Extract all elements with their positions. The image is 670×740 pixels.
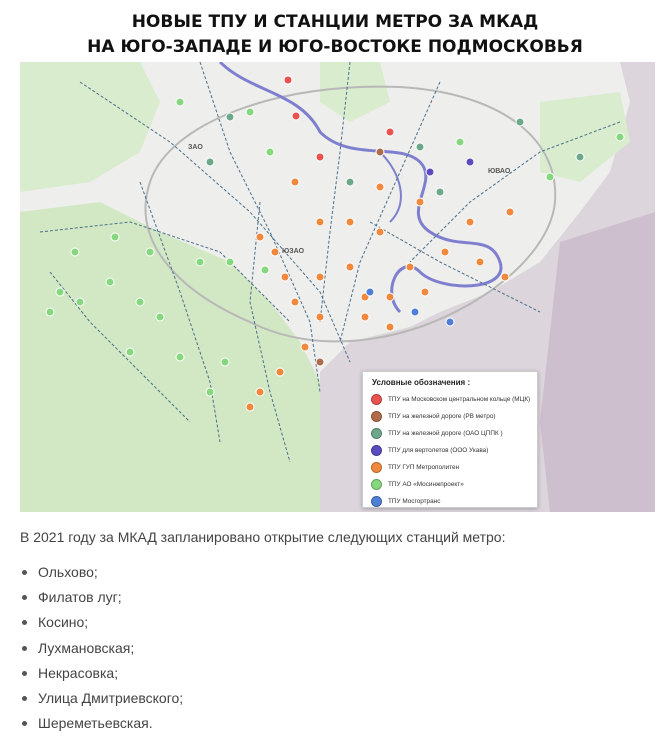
hub-marker [346, 218, 354, 226]
hub-marker [386, 128, 394, 136]
hub-marker [284, 76, 292, 84]
legend-label: ТПУ на железной дороге (РВ метро) [388, 413, 496, 420]
hub-marker [106, 278, 114, 286]
hub-marker [376, 148, 384, 156]
hub-marker [466, 218, 474, 226]
bullet-icon [22, 570, 27, 575]
hub-marker [71, 248, 79, 256]
zone-label-yuzao: ЮЗАО [282, 248, 305, 255]
bullet-icon [22, 646, 27, 651]
transport-hub-map [20, 62, 655, 512]
hub-marker [516, 118, 524, 126]
hub-marker [386, 293, 394, 301]
hub-marker [146, 248, 154, 256]
hub-marker [576, 153, 584, 161]
hub-marker [226, 258, 234, 266]
legend-item [363, 476, 537, 493]
hub-marker [111, 233, 119, 241]
hub-marker [276, 368, 284, 376]
hub-marker [376, 228, 384, 236]
legend-swatch [371, 428, 382, 439]
station-name: Лухмановская; [38, 639, 135, 656]
zone-label-zao: ЗАО [188, 144, 203, 151]
bullet-icon [22, 671, 27, 676]
station-name: Косино; [38, 614, 89, 631]
hub-marker [416, 143, 424, 151]
legend-label: ТПУ на железной дороге (ОАО ЦППК ) [388, 430, 503, 437]
hub-marker [256, 388, 264, 396]
hub-marker [466, 158, 474, 166]
hub-marker [616, 133, 624, 141]
legend-item [363, 459, 537, 476]
legend-swatch [371, 496, 382, 507]
legend-label: ТПУ АО «Мосинжпроект» [388, 481, 464, 488]
hub-marker [156, 313, 164, 321]
hub-marker [406, 263, 414, 271]
legend-swatch [371, 445, 382, 456]
legend-item [363, 493, 537, 510]
hub-marker [56, 288, 64, 296]
intro-text: В 2021 году за МКАД запланировано открытие следующих станций метро: [20, 529, 506, 545]
hub-marker [476, 258, 484, 266]
hub-marker [76, 298, 84, 306]
hub-marker [456, 138, 464, 146]
hub-marker [292, 112, 300, 120]
hub-marker [221, 358, 229, 366]
hub-marker [316, 218, 324, 226]
legend-label: ТПУ для вертолетов (ООО Укава) [388, 447, 489, 454]
hub-marker [441, 248, 449, 256]
bullet-icon [22, 696, 27, 701]
legend-swatch [371, 411, 382, 422]
hub-marker [261, 266, 269, 274]
hub-marker [176, 353, 184, 361]
hub-marker [246, 108, 254, 116]
list-item [20, 610, 183, 635]
hub-marker [256, 233, 264, 241]
list-item [20, 686, 183, 711]
title-line-2: НА ЮГО-ЗАПАДЕ И ЮГО-ВОСТОКЕ ПОДМОСКОВЬЯ [87, 37, 583, 57]
legend-swatch [371, 479, 382, 490]
hub-marker [346, 263, 354, 271]
hub-marker [436, 188, 444, 196]
zone-label-yuvao: ЮВАО [488, 168, 511, 175]
legend-title: Условные обозначения : [372, 378, 471, 387]
hub-marker [546, 173, 554, 181]
hub-marker [206, 158, 214, 166]
hub-marker [426, 168, 434, 176]
list-item [20, 661, 183, 686]
hub-marker [196, 258, 204, 266]
bullet-icon [22, 595, 27, 600]
station-list [20, 560, 183, 736]
list-item [20, 711, 183, 736]
hub-marker [421, 288, 429, 296]
hub-marker [316, 153, 324, 161]
hub-marker [376, 183, 384, 191]
hub-marker [411, 308, 419, 316]
legend-label: ТПУ ГУП Метрополитен [388, 464, 460, 471]
page-title [0, 10, 670, 60]
hub-marker [506, 208, 514, 216]
hub-marker [361, 313, 369, 321]
hub-marker [386, 323, 394, 331]
bullet-icon [22, 620, 27, 625]
hub-marker [46, 308, 54, 316]
hub-marker [446, 318, 454, 326]
map-canvas [20, 62, 655, 512]
hub-marker [226, 113, 234, 121]
station-name: Ольхово; [38, 564, 98, 580]
hub-marker [271, 248, 279, 256]
legend-swatch [371, 394, 382, 405]
legend-item [363, 425, 537, 442]
list-item [20, 585, 183, 610]
hub-marker [366, 288, 374, 296]
hub-marker [281, 273, 289, 281]
hub-marker [346, 178, 354, 186]
station-name: Шереметьевская. [38, 715, 153, 732]
station-name: Филатов луг; [38, 589, 122, 606]
list-item [20, 560, 183, 585]
hub-marker [316, 273, 324, 281]
hub-marker [136, 298, 144, 306]
legend-label: ТПУ на Московском центральном кольце (МЦК) [388, 396, 531, 403]
hub-marker [266, 148, 274, 156]
bullet-icon [22, 721, 27, 726]
hub-marker [291, 178, 299, 186]
hub-marker [501, 273, 509, 281]
hub-marker [126, 348, 134, 356]
station-name: Некрасовка; [38, 664, 119, 681]
station-name: Улица Дмитриевского; [38, 689, 184, 706]
map-legend [362, 371, 538, 508]
hub-marker [301, 343, 309, 351]
hub-marker [176, 98, 184, 106]
legend-item [363, 408, 537, 425]
hub-marker [316, 358, 324, 366]
hub-marker [316, 313, 324, 321]
hub-marker [206, 388, 214, 396]
hub-marker [246, 403, 254, 411]
title-line-1: НОВЫЕ ТПУ И СТАНЦИИ МЕТРО ЗА МКАД [131, 12, 539, 32]
legend-label: ТПУ Мосгортранс [388, 498, 441, 505]
legend-swatch [371, 462, 382, 473]
legend-item [363, 442, 537, 459]
list-item [20, 636, 183, 661]
hub-marker [416, 198, 424, 206]
legend-item [363, 391, 537, 408]
hub-marker [291, 298, 299, 306]
